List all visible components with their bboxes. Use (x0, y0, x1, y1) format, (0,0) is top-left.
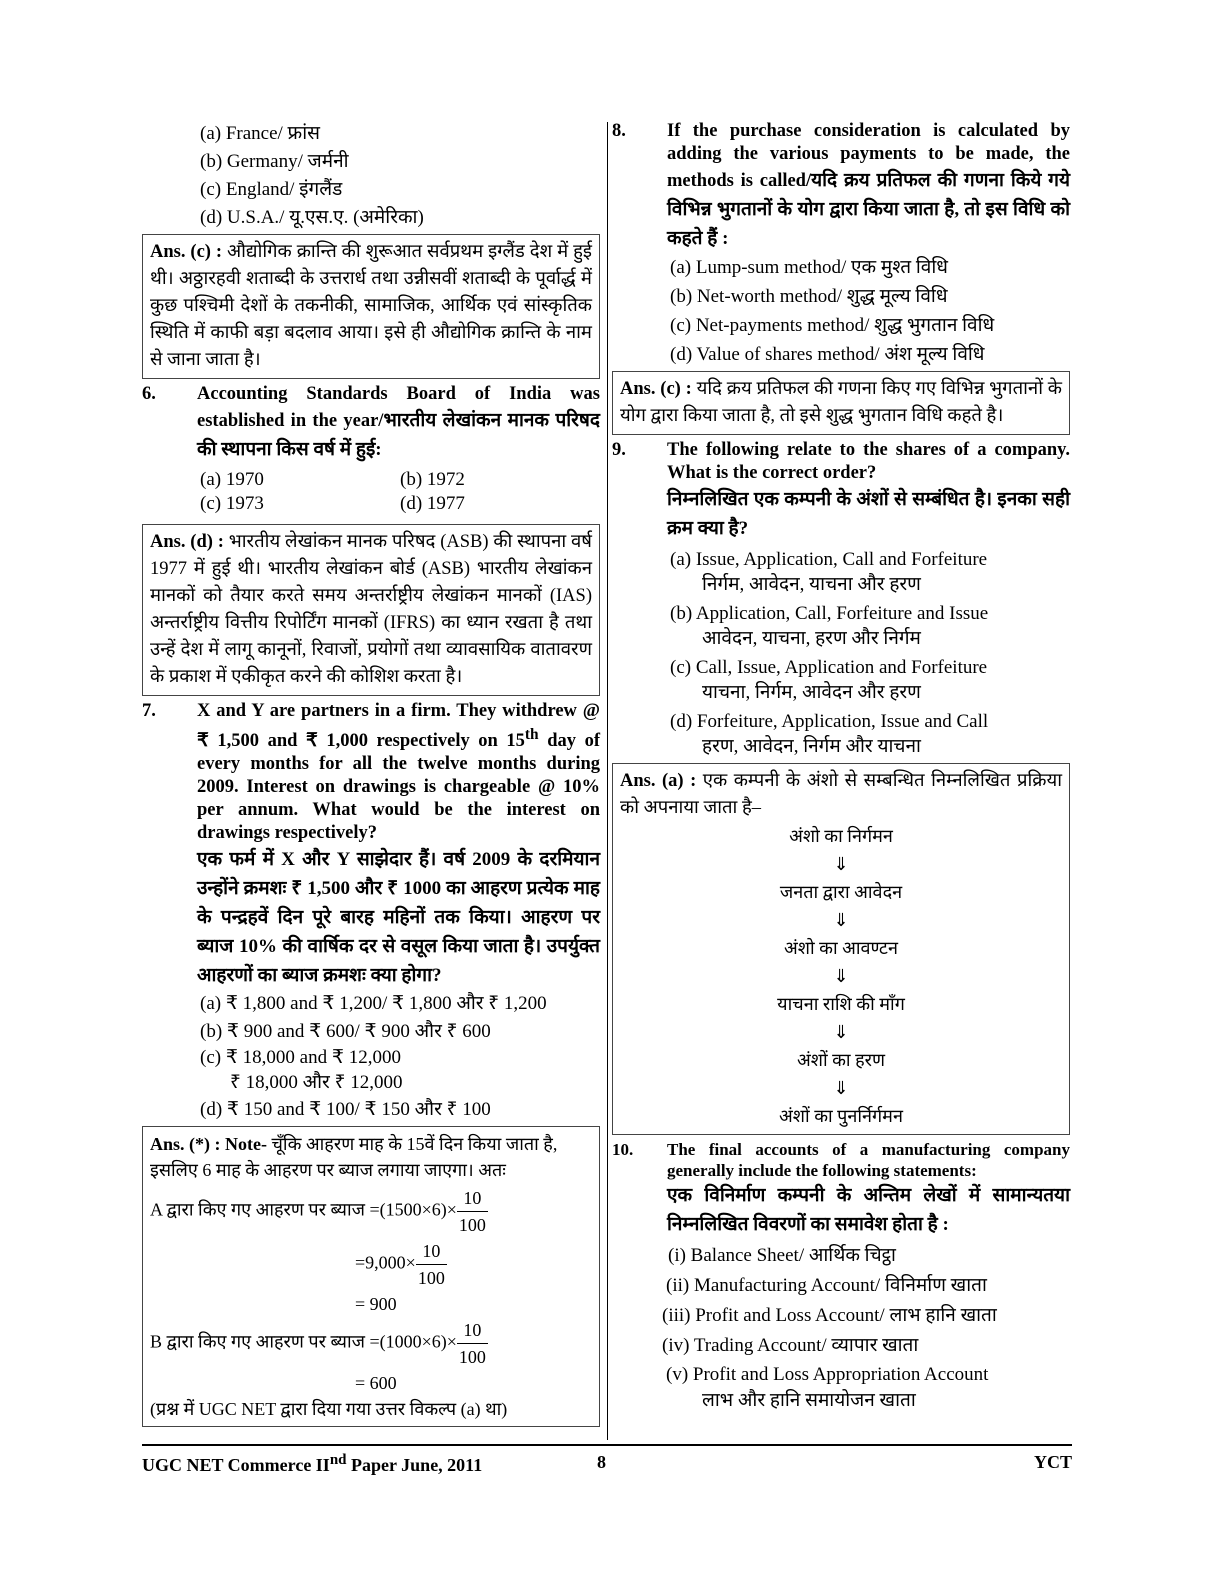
question-text-en: The following relate to the shares of a company. What is the correct order? (667, 440, 1070, 483)
publisher-mark: YCT (1033, 1452, 1072, 1472)
answer-text: औद्योगिक क्रान्ति की शुरूआत सर्वप्रथम इग्लैंड देश में हुई थी। अठ्ठारहवी शताब्दी के उत्तरार्ध तथा उन्नीसवीं शताब्दी के पूर्वार्द्ध में कुछ पश्चिमी देशों के तकनीकी, सामाजिक, आर्थिक एवं सांस्कृतिक स्थिति में काफी बड़ा बदलाव आया। इसे ही औद्योगिक क्रान्ति के नाम से जाना जाता है। (150, 242, 592, 370)
denominator: 100 (417, 1268, 445, 1289)
left-column (142, 120, 600, 1429)
answer-text: भारतीय लेखांकन मानक परिषद (ASB) की स्थापना वर्ष 1977 में हुई थी। भारतीय लेखांकन बोर्ड (ASB) भारतीय लेखांकन मानकों को तैयार करते समय अन्तर्राष्ट्रीय लेखांकन मानकों (IAS) अन्तर्राष्ट्रीय वित्तीय रिपोर्टिंग मानकों (IFRS) का ध्यान रखता है तथा उन्हें देश में लागू कानूनों, रिवाजों, प्रयोगों तथा व्यावसायिक वातावरण के प्रकाश में एकीकृत करने की कोशिश करता है। (150, 532, 592, 687)
answer-label: Ans. (d) : (150, 532, 224, 552)
question-text-en: Accounting Standards Board of India was established in the year/ (197, 384, 600, 431)
down-arrow-icon: ⇓ (833, 1078, 849, 1098)
option: (c) England/ इंगलैंड (200, 179, 343, 200)
option: (d) ₹ 150 and ₹ 100/ ₹ 150 और ₹ 100 (200, 1099, 491, 1121)
q7-answer-box (142, 1126, 600, 1427)
q6-answer-box (142, 524, 600, 696)
option-hi: आवेदन, याचना, हरण और निर्गम (702, 628, 921, 649)
flow-step: अंशों का पुनर्निर्गमन (779, 1106, 903, 1126)
answer-text: चूँकि आहरण माह के 15वें दिन किया जाता है, इसलिए 6 माह के आहरण पर ब्याज लगाया जाएगा। अतः (150, 1134, 558, 1181)
option (612, 547, 1070, 597)
calc-a (150, 1185, 592, 1238)
question-number: 9. (612, 440, 626, 460)
q10-items (612, 1241, 1070, 1413)
q8-answer-box (612, 371, 1070, 435)
answer-text: एक कम्पनी के अंशो से सम्बन्धित निम्नलिखित प्रक्रिया को अपनाया जाता है– (620, 771, 1062, 818)
superscript: nd (329, 1452, 347, 1468)
fraction (457, 1317, 488, 1370)
question-text-hi: यदि क्रय प्रतिफल की गणना किये गये विभिन्न भुगतानों के योग द्वारा किया जाता है, तो इस विधि को कहते हैं : (667, 170, 1070, 249)
option: (a) Lump-sum method/ एक मुश्त विधि (670, 257, 948, 278)
q6-question (142, 383, 600, 464)
question-text-hi: भारतीय लेखांकन मानक परिषद की स्थापना किस वर्ष में हुई: (197, 410, 600, 460)
superscript: th (524, 726, 539, 743)
answer-label: Ans. (a) : (620, 771, 697, 791)
option-cont: ₹ 18,000 और ₹ 12,000 (230, 1072, 403, 1094)
answer-label: Ans. (*) : Note- (150, 1134, 267, 1155)
denominator: 100 (458, 1347, 486, 1368)
calc-a3: = 900 (355, 1294, 397, 1315)
option (612, 655, 1070, 705)
q8-question (612, 120, 1070, 253)
question-number: 7. (142, 701, 156, 721)
list-item: (iv) Trading Account/ व्यापार खाता (662, 1335, 919, 1356)
answer-text: यदि क्रय प्रतिफल की गणना किए गए विभिन्न भुगतानों के योग द्वारा किया जाता है, तो इसे शुद्ध भुगतान विधि कहते है। (620, 379, 1063, 426)
question-number: 6. (142, 384, 156, 404)
option: (a) 1970 (200, 469, 264, 490)
calc-b (150, 1317, 592, 1370)
list-item-cont: लाभ और हानि समायोजन खाता (702, 1390, 916, 1411)
page-number: 8 (597, 1452, 606, 1472)
option (612, 709, 1070, 759)
process-flow (620, 822, 1062, 1130)
footer-title-text-cont: Paper June, 2011 (346, 1455, 483, 1475)
list-item: (ii) Manufacturing Account/ विनिर्माण खाता (666, 1275, 987, 1296)
q6-options (142, 468, 600, 516)
fraction (457, 1185, 488, 1238)
question-text-hi: एक विनिर्माण कम्पनी के अन्तिम लेखों में सामान्यतया निम्नलिखित विवरणों का समावेश होता है : (667, 1185, 1070, 1235)
option: (d) Value of shares method/ अंश मूल्य विधि (670, 344, 985, 365)
option-en: (c) Call, Issue, Application and Forfeiture (670, 657, 988, 678)
q7-options (142, 990, 600, 1124)
numerator: 10 (416, 1238, 447, 1265)
option-hi: याचना, निर्गम, आवेदन और हरण (702, 682, 921, 703)
option: (d) 1977 (400, 493, 465, 514)
question-text-en: X and Y are partners in a firm. They withdrew @ ₹ 1,500 and ₹ 1,000 respectively on 15 (197, 701, 600, 752)
calc-b2: = 600 (355, 1373, 397, 1394)
flow-step: अंशो का निर्गमन (789, 826, 893, 846)
option-hi: हरण, आवेदन, निर्गम और याचना (702, 736, 921, 757)
right-column (612, 120, 1070, 1413)
footer-rule (142, 1444, 1072, 1446)
calc-text: B द्वारा किए गए आहरण पर ब्याज =(1000×6)× (150, 1331, 457, 1352)
answer-note: (प्रश्न में UGC NET द्वारा दिया गया उत्तर विकल्प (a) था) (150, 1399, 508, 1420)
column-divider (607, 122, 608, 1440)
footer-title-text: UGC NET Commerce II (142, 1455, 330, 1475)
answer-label: Ans. (c) : (150, 242, 223, 262)
list-item: (iii) Profit and Loss Account/ लाभ हानि खाता (662, 1305, 997, 1326)
down-arrow-icon: ⇓ (833, 910, 849, 930)
calc-text: A द्वारा किए गए आहरण पर ब्याज =(1500×6)× (150, 1199, 457, 1220)
q9-question (612, 439, 1070, 543)
option: (b) Net-worth method/ शुद्ध मूल्य विधि (670, 286, 948, 307)
option-en: (a) Issue, Application, Call and Forfeiture (670, 549, 988, 570)
question-number: 10. (612, 1140, 634, 1159)
question-text-en: If the purchase consideration is calculated by adding the various payments to be made, the methods is called/ (667, 121, 1070, 191)
option: (c) 1973 (200, 493, 264, 514)
q9-options (612, 547, 1070, 759)
list-item: (i) Balance Sheet/ आर्थिक चिट्ठा (668, 1245, 896, 1266)
option-en: (d) Forfeiture, Application, Issue and Call (670, 711, 989, 732)
answer-label: Ans. (c) : (620, 379, 692, 399)
question-text-en: The final accounts of a manufacturing company generally include the following statements: (667, 1140, 1070, 1180)
question-number: 8. (612, 121, 626, 141)
numerator: 10 (457, 1317, 488, 1344)
denominator: 100 (458, 1215, 486, 1236)
q10-question (612, 1139, 1070, 1239)
calc-a2 (150, 1238, 592, 1291)
option: (c) ₹ 18,000 and ₹ 12,000 (200, 1047, 401, 1069)
q9-answer-box (612, 763, 1070, 1135)
calc-text: =9,000× (355, 1252, 416, 1273)
option: (a) France/ फ्रांस (200, 123, 320, 144)
option (612, 601, 1070, 651)
option: (c) Net-payments method/ शुद्ध भुगतान विधि (670, 315, 995, 336)
option-hi: निर्गम, आवेदन, याचना और हरण (702, 574, 921, 595)
numerator: 10 (457, 1185, 488, 1212)
footer-title (142, 1452, 482, 1476)
option: (b) ₹ 900 and ₹ 600/ ₹ 900 और ₹ 600 (200, 1021, 491, 1043)
option: (b) Germany/ जर्मनी (200, 151, 349, 172)
question-text-hi: निम्नलिखित एक कम्पनी के अंशों से सम्बंधित है। इनका सही क्रम क्या है? (667, 489, 1070, 539)
q7-question (142, 700, 600, 990)
q8-options (612, 253, 1070, 369)
question-text-hi: एक फर्म में X और Y साझेदार हैं। वर्ष 2009 के दरमियान उन्होंने क्रमशः ₹ 1,500 और ₹ 1000 का आहरण प्रत्येक माह के पन्द्रहवें दिन पूरे बारह महिनों तक किया। आहरण पर ब्याज 10% की वार्षिक दर से वसूल किया जाता है। उपर्युक्त आहरणों का ब्याज क्रमशः क्या होगा? (197, 849, 600, 987)
q5-options (142, 120, 600, 232)
down-arrow-icon: ⇓ (833, 966, 849, 986)
q5-answer-box (142, 234, 600, 379)
option: (b) 1972 (400, 469, 465, 490)
fraction (416, 1238, 447, 1291)
flow-step: जनता द्वारा आवेदन (779, 882, 903, 902)
flow-step: अंशो का आवण्टन (784, 938, 898, 958)
option: (a) ₹ 1,800 and ₹ 1,200/ ₹ 1,800 और ₹ 1,200 (200, 993, 547, 1015)
option: (d) U.S.A./ यू.एस.ए. (अमेरिका) (200, 207, 424, 228)
down-arrow-icon: ⇓ (833, 1022, 849, 1042)
question-text-en-cont: day of every months for all the twelve months during 2009. Interest on drawings is chargeable @ 10% per annum. What would be the interest on drawings respectively? (197, 731, 600, 844)
list-item: (v) Profit and Loss Appropriation Account (666, 1364, 989, 1385)
flow-step: याचना राशि की माँग (777, 994, 905, 1014)
down-arrow-icon: ⇓ (833, 854, 849, 874)
flow-step: अंशों का हरण (796, 1050, 886, 1070)
option-en: (b) Application, Call, Forfeiture and Issue (670, 603, 989, 624)
